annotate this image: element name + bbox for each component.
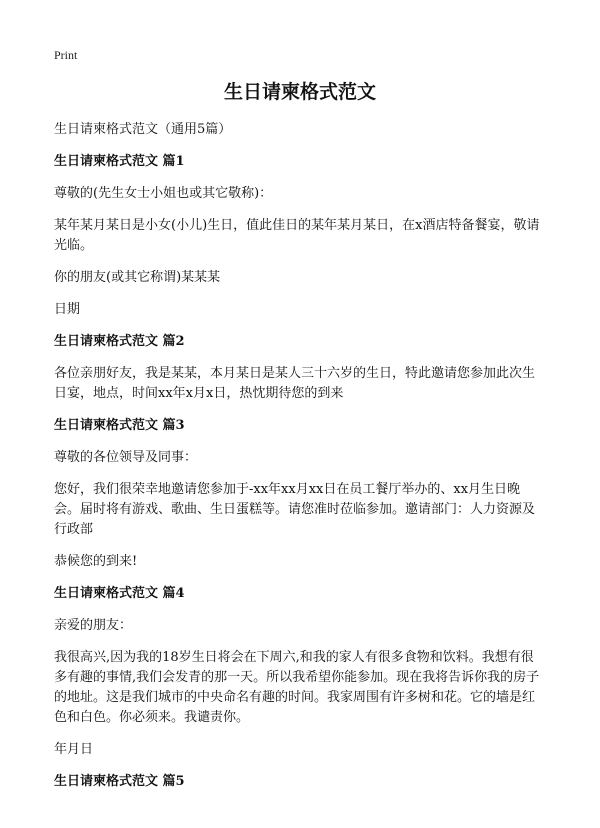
paragraph: 某年某月某日是小女(小儿)生日，值此佳日的某年某月某日，在x酒店特备餐宴，敬请光临。 [54,218,540,253]
document-subtitle: 生日请柬格式范文（通用5篇） [54,122,232,137]
paragraph: 年月日 [54,742,94,757]
section-heading: 生日请柬格式范文 篇4 [54,586,185,601]
paragraph: 日期 [54,302,81,317]
paragraph: 恭候您的到来! [54,554,138,569]
paragraph: 我很高兴,因为我的18岁生日将会在下周六,和我的家人有很多食物和饮料。我想有很多有趣的事情,我们会发青的那一天。所以我希望你能参加。现在我将告诉你我的房子的地址。这是我们城市的中央命名有趣的时间。我家周围有许多树和花。它的墙是红色和白色。你必须来。我谴责你。 [54,650,540,725]
paragraph: 各位亲朋好友，我是某某，本月某日是某人三十六岁的生日，特此邀请您参加此次生日宴，地点，时间xx年x月x日，热忱期待您的到来 [54,366,536,401]
paragraph: 亲爱的朋友： [54,618,133,633]
paragraph: 你的朋友(或其它称谓)某某某 [54,270,221,285]
section-3 [54,416,546,572]
paragraph: 您好，我们很荣幸地邀请您参加于-xx年xx月xx日在员工餐厅举办的、xx月生日晚会。届时将有游戏、歌曲、生日蛋糕等。请您准时莅临参加。邀请部门：人力资源及行政部 [54,482,536,537]
print-label: Print [54,48,78,62]
paragraph: 尊敬的(先生女士小姐也或其它敬称)： [54,186,273,201]
section-heading: 生日请柬格式范文 篇2 [54,334,185,349]
section-1 [54,152,546,320]
section-4 [54,584,546,760]
section-2 [54,332,546,404]
section-heading: 生日请柬格式范文 篇5 [54,774,185,789]
paragraph: 尊敬的各位领导及同事： [54,450,198,465]
document-title: 生日请柬格式范文 [223,81,376,103]
section-heading: 生日请柬格式范文 篇1 [54,154,185,169]
section-heading: 生日请柬格式范文 篇3 [54,418,185,433]
section-5 [54,772,546,792]
